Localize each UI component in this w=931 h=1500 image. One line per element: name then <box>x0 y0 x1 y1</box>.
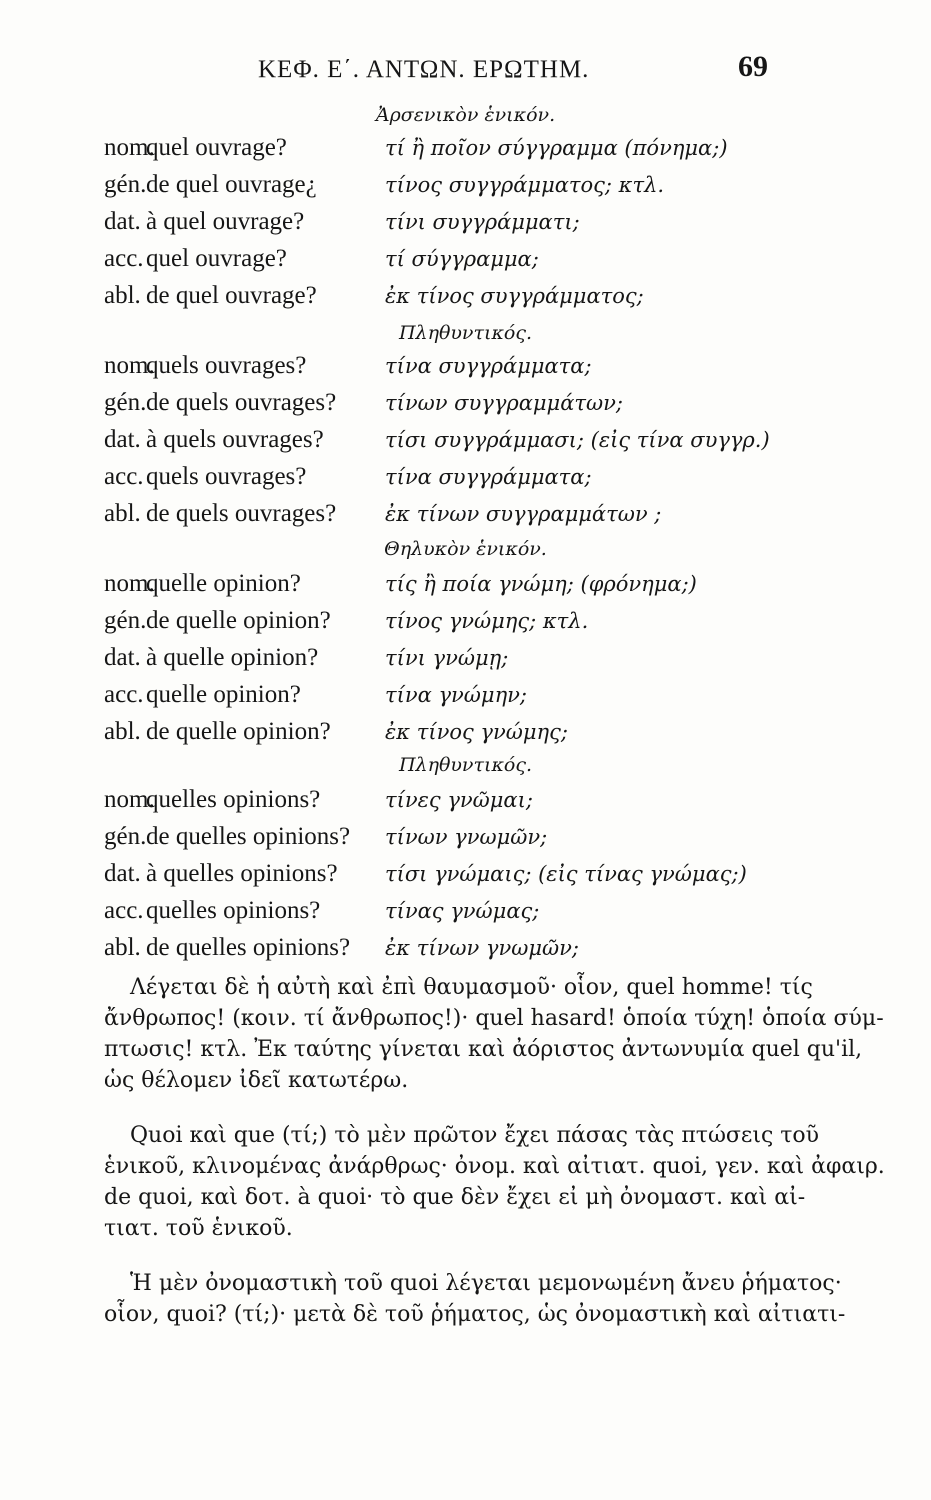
greek-form: τίνος συγγράμματος; κτλ. <box>385 173 665 197</box>
french-form: de quel ouvrage¿ <box>146 171 317 198</box>
french-form: quelles opinions? <box>146 897 321 924</box>
case-label: abl. <box>104 500 141 527</box>
french-form: quelles opinions? <box>146 786 321 813</box>
paragraph-line: ἄνθρωπος! (κοιν. τί ἄνθρωπος!)· quel hasard! ὁποία τύχη! ὁποία σύμ- <box>104 1006 884 1031</box>
greek-form: τίνα συγγράμματα; <box>385 465 592 489</box>
case-label: nom. <box>104 134 155 161</box>
case-label: acc. <box>104 681 144 708</box>
french-form: de quelle opinion? <box>146 607 331 634</box>
declension-row <box>0 463 931 497</box>
french-form: à quel ouvrage? <box>146 208 305 235</box>
case-label: dat. <box>104 426 141 453</box>
declension-row <box>0 934 931 968</box>
paragraph-line: ὡς θέλομεν ἰδεῖ κατωτέρω. <box>104 1068 409 1093</box>
case-label: dat. <box>104 644 141 671</box>
greek-form: τίνες γνῶμαι; <box>385 788 533 812</box>
case-label: dat. <box>104 860 141 887</box>
greek-form: τίσι συγγράμμασι; (εἰς τίνα συγγρ.) <box>385 428 770 452</box>
french-form: à quelle opinion? <box>146 644 319 671</box>
case-label: abl. <box>104 282 141 309</box>
section-heading: Θηλυκὸν ἑνικόν. <box>384 538 547 560</box>
greek-form: ἐκ τίνων συγγραμμάτων ; <box>385 502 662 526</box>
french-form: de quelle opinion? <box>146 718 331 745</box>
declension-row <box>0 860 931 894</box>
french-form: quelle opinion? <box>146 570 301 597</box>
case-label: gén. <box>104 389 147 416</box>
french-form: de quels ouvrages? <box>146 500 337 527</box>
declension-row <box>0 171 931 205</box>
greek-form: τίνι γνώμῃ; <box>385 646 509 670</box>
greek-form: ἐκ τίνων γνωμῶν; <box>385 936 579 960</box>
french-form: quelle opinion? <box>146 681 301 708</box>
greek-form: τίνα συγγράμματα; <box>385 354 592 378</box>
case-label: abl. <box>104 934 141 961</box>
body-paragraph <box>104 1120 885 1244</box>
greek-form: τίσι γνώμαις; (εἰς τίνας γνώμας;) <box>385 862 747 886</box>
case-label: abl. <box>104 718 141 745</box>
greek-form: ἐκ τίνος γνώμης; <box>385 720 568 744</box>
case-label: acc. <box>104 897 144 924</box>
declension-row <box>0 389 931 423</box>
french-form: de quels ouvrages? <box>146 389 337 416</box>
greek-form: τίνι συγγράμματι; <box>385 210 580 234</box>
greek-form: ἐκ τίνος συγγράμματος; <box>385 284 644 308</box>
french-form: quels ouvrages? <box>146 463 307 490</box>
declension-row <box>0 245 931 279</box>
paragraph-line: de quoi, καὶ δοτ. à quoi· τὸ que δὲν ἔχει εἰ μὴ ὀνομαστ. καὶ αἰ- <box>104 1185 806 1210</box>
section-heading: Ἀρσενικὸν ἑνικόν. <box>375 104 556 126</box>
body-paragraph <box>104 972 884 1096</box>
declension-row <box>0 426 931 460</box>
case-label: gén. <box>104 171 147 198</box>
greek-form: τίνα γνώμην; <box>385 683 527 707</box>
paragraph-line: οἷον, quoi? (τί;)· μετὰ δὲ τοῦ ῥήματος, ὡς ὀνομαστικὴ καὶ αἰτιατι- <box>104 1302 846 1327</box>
greek-form: τί σύγγραμμα; <box>385 247 539 271</box>
declension-row <box>0 897 931 931</box>
case-label: nom. <box>104 786 155 813</box>
page-number: 69 <box>738 50 768 83</box>
paragraph-line: τιατ. τοῦ ἑνικοῦ. <box>104 1216 293 1241</box>
case-label: nom. <box>104 352 155 379</box>
greek-form: τίνων γνωμῶν; <box>385 825 548 849</box>
greek-form: τίς ἢ ποία γνώμη; (φρόνημα;) <box>385 572 697 596</box>
paragraph-line: πτωσις! κτλ. Ἐκ ταύτης γίνεται καὶ ἀόριστος ἀντωνυμία quel qu'il, <box>104 1037 863 1062</box>
paragraph-line: Ἡ μὲν ὀνομαστικὴ τοῦ quoi λέγεται μεμονωμένη ἄνευ ῥήματος· <box>130 1271 842 1296</box>
french-form: quel ouvrage? <box>146 245 287 272</box>
section-heading: Πληθυντικός. <box>398 322 533 344</box>
case-label: acc. <box>104 245 144 272</box>
greek-form: τίνος γνώμης; κτλ. <box>385 609 589 633</box>
case-label: dat. <box>104 208 141 235</box>
declension-row <box>0 718 931 752</box>
case-label: nom. <box>104 570 155 597</box>
declension-row <box>0 681 931 715</box>
declension-row <box>0 282 931 316</box>
declension-row <box>0 208 931 242</box>
paragraph-line: Quoi καὶ que (τί;) τὸ μὲν πρῶτον ἔχει πάσας τὰς πτώσεις τοῦ <box>130 1123 820 1148</box>
french-form: quels ouvrages? <box>146 352 307 379</box>
declension-row <box>0 352 931 386</box>
greek-form: τίνων συγγραμμάτων; <box>385 391 623 415</box>
case-label: gén. <box>104 823 147 850</box>
running-header <box>258 50 768 90</box>
greek-form: τίνας γνώμας; <box>385 899 540 923</box>
french-form: de quelles opinions? <box>146 934 351 961</box>
french-form: quel ouvrage? <box>146 134 287 161</box>
declension-row <box>0 786 931 820</box>
declension-row <box>0 500 931 534</box>
french-form: de quelles opinions? <box>146 823 351 850</box>
french-form: à quelles opinions? <box>146 860 338 887</box>
case-label: gén. <box>104 607 147 634</box>
declension-row <box>0 134 931 168</box>
greek-form: τί ἢ ποῖον σύγγραμμα (πόνημα;) <box>385 136 728 160</box>
section-heading: Πληθυντικός. <box>398 754 533 776</box>
paragraph-line: ἑνικοῦ, κλινομένας ἀνάρθρως· ὀνομ. καὶ αἰτιατ. quoi, γεν. καὶ ἀφαιρ. <box>104 1154 885 1179</box>
declension-row <box>0 607 931 641</box>
declension-row <box>0 570 931 604</box>
case-label: acc. <box>104 463 144 490</box>
paragraph-line: Λέγεται δὲ ἡ αὐτὴ καὶ ἐπὶ θαυμασμοῦ· οἷον, quel homme! τίς <box>130 975 813 1000</box>
chapter-title: ΚΕΦ. Ε΄. ΑΝΤΩΝ. ΕΡΩΤΗΜ. <box>258 56 590 83</box>
declension-row <box>0 644 931 678</box>
body-paragraph <box>104 1268 846 1330</box>
french-form: à quels ouvrages? <box>146 426 324 453</box>
french-form: de quel ouvrage? <box>146 282 317 309</box>
declension-row <box>0 823 931 857</box>
